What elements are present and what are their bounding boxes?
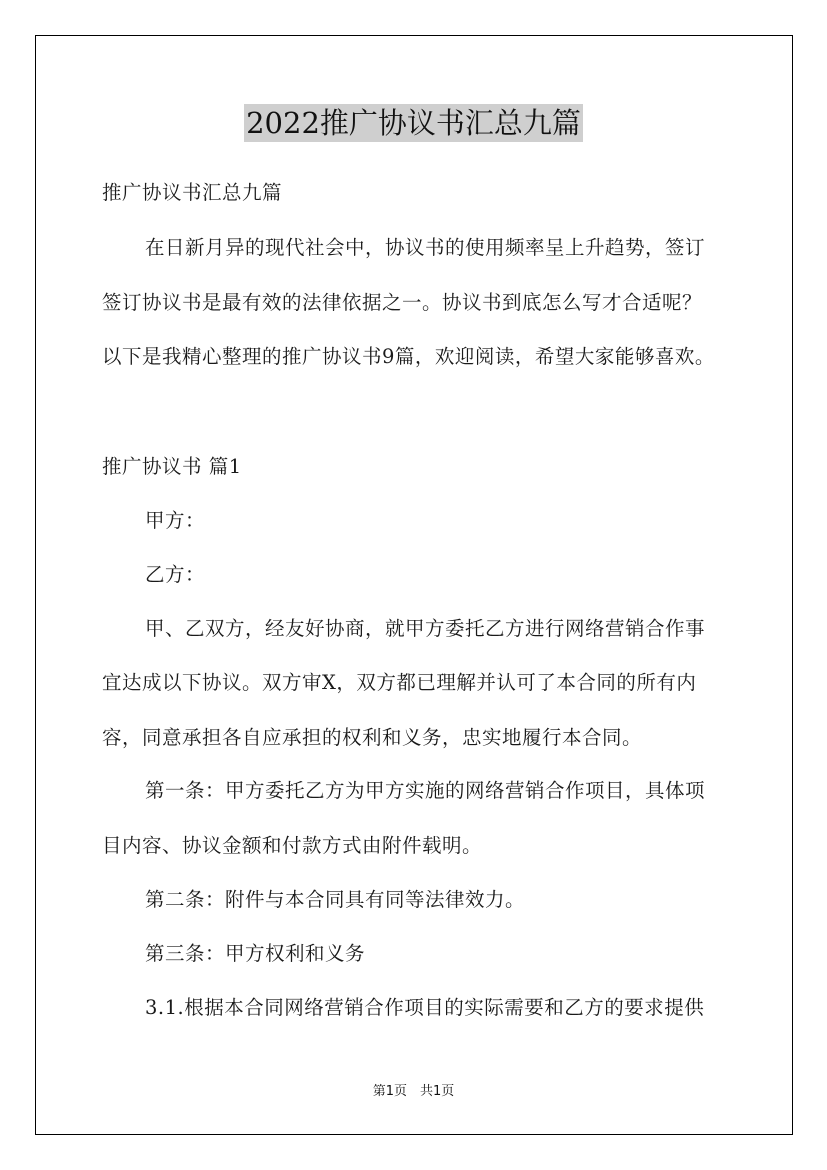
- body-line-3: 容，同意承担各自应承担的权利和义务，忠实地履行本合同。: [102, 726, 643, 749]
- body-line-4: 第一条：甲方委托乙方为甲方实施的网络营销合作项目，具体项: [145, 779, 706, 802]
- body-line-6: 第二条：附件与本合同具有同等法律效力。: [145, 888, 526, 911]
- party-a-label: 甲方：: [145, 509, 206, 532]
- intro-line-2: 签订协议书是最有效的法律依据之一。协议书到底怎么写才合适呢？: [102, 291, 703, 314]
- body-line-8: 3.1.根据本合同网络营销合作项目的实际需要和乙方的要求提供: [145, 996, 705, 1019]
- page-footer: 第1页 共1页: [372, 1084, 455, 1099]
- body-line-1: 甲、乙双方，经友好协商，就甲方委托乙方进行网络营销合作事: [145, 617, 706, 640]
- section-heading: 推广协议书 篇1: [102, 455, 242, 478]
- body-line-7: 第三条：甲方权利和义务: [145, 942, 366, 965]
- intro-line-3: 以下是我精心整理的推广协议书9篇，欢迎阅读，希望大家能够喜欢。: [102, 345, 715, 368]
- document-title: 2022推广协议书汇总九篇: [246, 106, 581, 140]
- document-subtitle: 推广协议书汇总九篇: [102, 181, 283, 204]
- intro-line-1: 在日新月异的现代社会中，协议书的使用频率呈上升趋势，签订: [145, 236, 706, 259]
- party-b-label: 乙方：: [145, 563, 206, 586]
- title-wrapper: [0, 104, 827, 142]
- body-line-5: 目内容、协议金额和付款方式由附件载明。: [102, 834, 483, 857]
- body-line-2: 宜达成以下协议。双方审X，双方都已理解并认可了本合同的所有内: [102, 671, 697, 694]
